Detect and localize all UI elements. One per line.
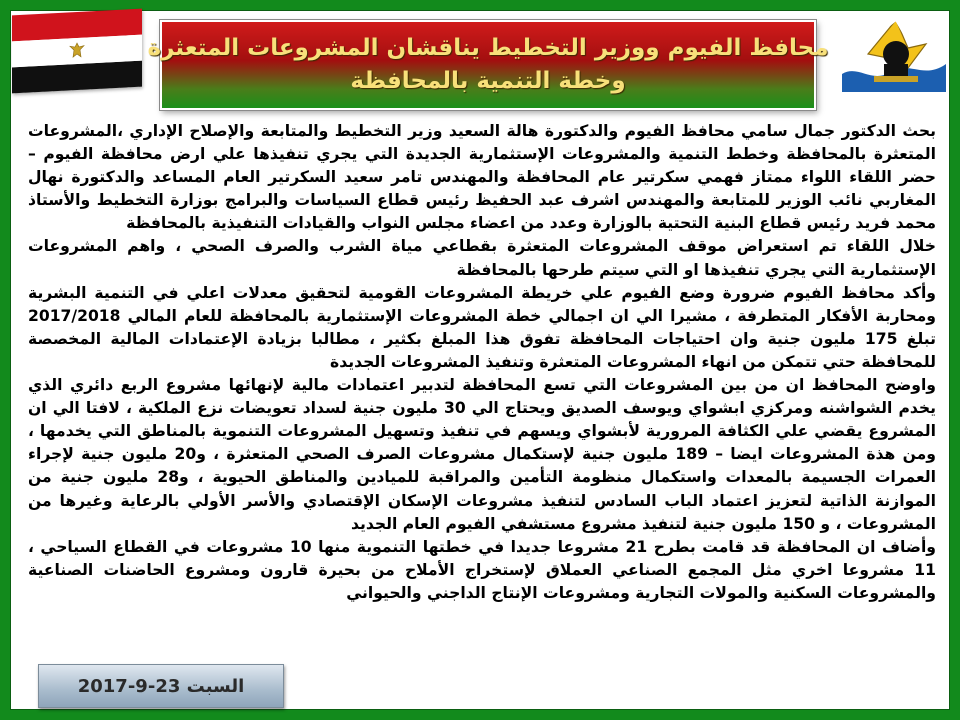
headline-banner bbox=[147, 20, 829, 110]
article-paragraph: خلال اللقاء تم استعراض موقف المشروعات المتعثرة بقطاعي مياة الشرب والصرف الصحي ، واهم المشروعات الإستثمارية التي يجري تنفيذها او التي سيتم طرحها بالمحافظة bbox=[28, 237, 936, 279]
article-body bbox=[28, 120, 936, 702]
article-paragraph: وأكد محافظ الفيوم ضرورة وضع الفيوم علي خريطة المشروعات القومية لتحقيق معدلات اعلي في التنمية البشرية ومحاربة الأفكار المتطرفة ، مشيرا الي ان اجمالي خطة المشروعات الإستثمارية بالمحافظة للعام المالي 2017/2018 تبلغ 175 مليون جنية وان احتياجات المحافظة تفوق هذا المبلغ بكثير ، مطالبا بزيادة الإعتمادات المالية المخصصة للمحافظة حتي تتمكن من انهاء المشروعات المتعثرة وتنفيذ المشروعات الجديدة bbox=[28, 283, 936, 371]
article-paragraph: واوضح المحافظ ان من بين المشروعات التي تسع المحافظة لتدبير اعتمادات مالية لإنهائها مشروع الربع دائري الذي يخدم الشواشنه ومركزي ابشواي ويوسف الصديق ويحتاج الي 30 مليون جنية لسداد تعويضات نزع الملكية ، لافتا الي ان المشروع يقضي علي الكثافة المرورية لأبشواي ويسهم في تنفيذ وتسهيل المشروعات التنموية بالمناطق التي يخدمها ، ومن هذة المشروعات ايضا – 189 مليون جنية لإستكمال مشروعات الصرف الصحي المتعثرة ، و20 مليون جنية لإجراء العمرات الجسيمة بالمعدات واستكمال منظومة التأمين والمراقبة للميادين والمناطق الحيوية ، و28 مليون جنية من الموازنة الذاتية لتعزيز اعتماد الباب السادس لتنفيذ مشروعات الإسكان الإقتصادي والأسر الأولي بالرعاية وغيرها من المشروعات ، و 150 مليون جنية لتنفيذ مشروع مستشفي الفيوم العام الجديد bbox=[28, 376, 936, 533]
date-badge bbox=[38, 664, 284, 708]
article-paragraph: بحث الدكتور جمال سامي محافظ الفيوم والدكتورة هالة السعيد وزير التخطيط والمتابعة والإصلاح الإداري ،المشروعات المتعثرة بالمحافظة وخطط التنمية والمشروعات الإستثمارية الجديدة التي يجري تنفيذها علي ارض محافظة الفيوم – حضر اللقاء اللواء ممتاز فهمي سكرتير عام المحافظة والمهندس تامر سعيد السكرتير العام المساعد والدكتورة نهال المغاربي نائب الوزير للمتابعة والمهندس اشرف عبد الحفيظ رئيس قطاع السياسات والبرامج بوزارة التخطيط والأستاذ محمد فريد رئيس قطاع البنية التحتية بالوزارة وعدد من اعضاء مجلس النواب والقيادات التنفيذية بالمحافظة bbox=[28, 122, 936, 233]
headline-line-1: محافظ الفيوم ووزير التخطيط يناقشان المشروعات المتعثرة bbox=[147, 35, 829, 61]
egypt-flag-icon bbox=[12, 9, 142, 94]
article-paragraph: وأضاف ان المحافظة قد قامت بطرح 21 مشروعا جديدا في خطتها التنموية منها 10 مشروعات في القطاع السياحي ، 11 مشروعا اخري مثل المجمع الصناعي العملاق لإستخراج الأملاح من بحيرة قارون ومشروع الحاضنات الصناعية والمشروعات السكنية والمولات التجارية ومشروعات الإنتاج الداجني والحيواني bbox=[28, 537, 936, 602]
fayoum-governorate-logo-icon bbox=[838, 14, 950, 102]
eagle-icon bbox=[67, 40, 87, 61]
headline-line-2: وخطة التنمية بالمحافظة bbox=[350, 68, 626, 94]
date-text: السبت 23-9-2017 bbox=[77, 675, 245, 697]
